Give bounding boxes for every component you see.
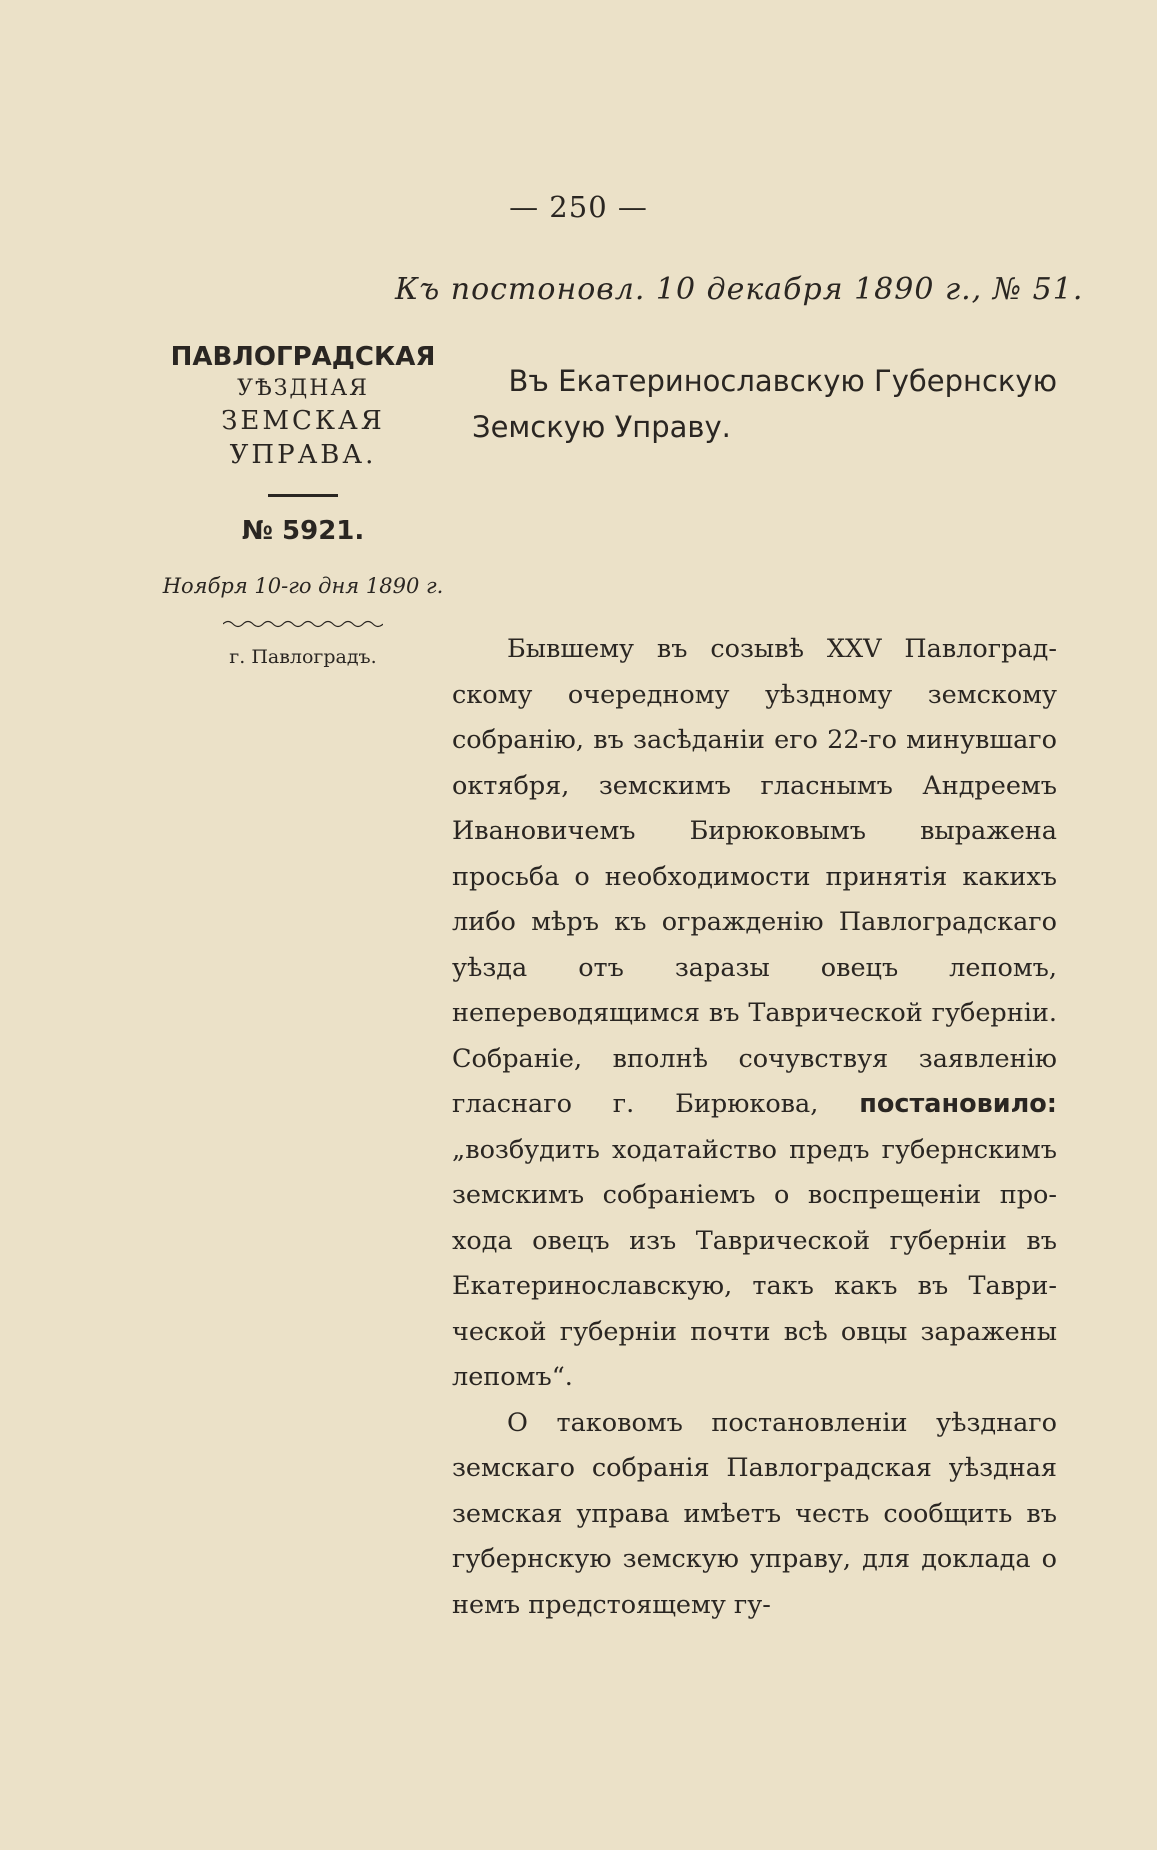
letter-body [452, 627, 1057, 1628]
paragraph-1 [452, 627, 1057, 1401]
sender-line-3: ЗЕМСКАЯ УПРАВА. [221, 406, 385, 470]
page-number: — 250 — [509, 190, 648, 224]
sender-block [148, 340, 458, 671]
resolution-reference: Къ постоновл. 10 декабря 1890 г., № 51. [395, 272, 1084, 307]
document-date: Ноября 10-го дня 1890 г. [162, 574, 444, 598]
divider-rule [268, 494, 338, 497]
addressee-line-2: Земскую Управу. [472, 410, 731, 444]
addressee-line-1: Въ Екатеринославскую Губернскую [508, 364, 1057, 398]
sender-line-2: УѢЗДНАЯ [237, 376, 369, 401]
paragraph-2: О таковомъ постановленіи уѣзднаго земскаго собранія Павлоградская уѣздная земская управа имѣетъ честь сообщить въ губернскую земскую управу, для доклада о немъ предстоящему гу- [452, 1407, 1057, 1620]
resolved-keyword: постановило: [859, 1089, 1057, 1119]
document-number: № 5921. [241, 516, 365, 546]
resolution-quote: „возбудить ходатайство предъ губернскимъ земскимъ собраніемъ о воспрещеніи прохода овецъ изъ Таврической губерніи въ Екатеринославскую, такъ какъ въ Таврической губерніи почти всѣ овцы заражены лепомъ“. [452, 1134, 1057, 1392]
paragraph-1-text: Бывшему въ созывѣ XXV Павлоградскому очередному уѣздному земскому собранію, въ засѣданіи его 22-го минувшаго октября, земскимъ гласнымъ Андреемъ Ивановичемъ Бирюковымъ выражена просьба о необходимости принятія какихъ либо мѣръ къ огражденію Павлоградскаго уѣзда отъ заразы овецъ лепомъ, непереводящимся въ Таврической губерніи. Собраніе, вполнѣ сочувствуя заявленію гласнаго г. Бирюкова, [452, 634, 1057, 1119]
wavy-divider [223, 619, 383, 629]
addressee-block [472, 358, 1057, 450]
city: г. Павлоградъ. [229, 646, 377, 668]
sender-line-1: ПАВЛОГРАДСКАЯ [170, 342, 436, 372]
